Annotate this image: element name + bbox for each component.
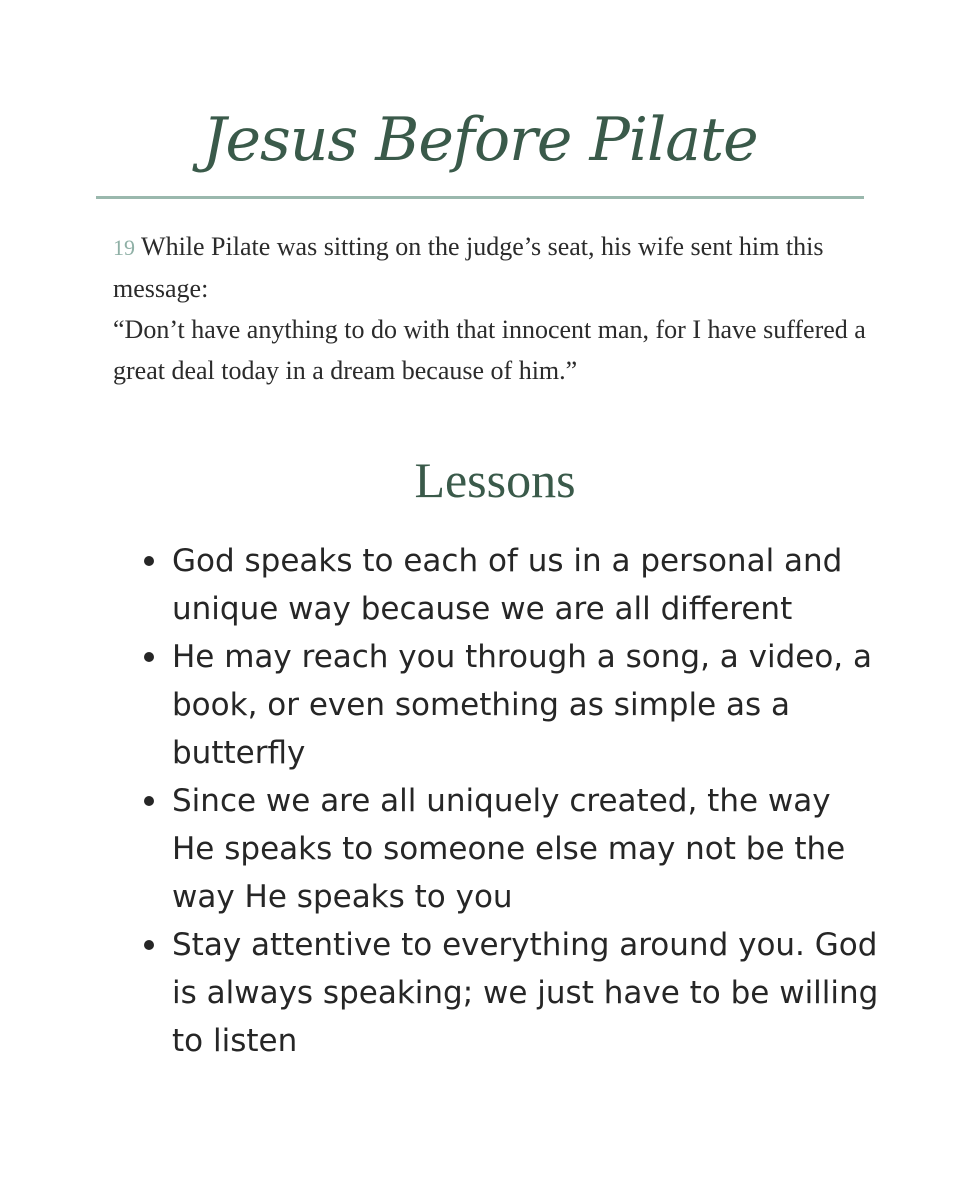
lesson-text: God speaks to each of us in a personal and unique way because we are all different bbox=[172, 543, 843, 627]
list-item bbox=[142, 633, 882, 777]
lesson-text: He may reach you through a song, a video, a book, or even something as simple as a butterfly bbox=[172, 639, 873, 771]
list-item bbox=[142, 777, 882, 921]
bullet-icon bbox=[144, 940, 154, 950]
list-item bbox=[142, 921, 882, 1065]
verse-number: 19 bbox=[113, 235, 135, 260]
title-divider bbox=[96, 196, 864, 199]
bullet-icon bbox=[144, 652, 154, 662]
bullet-icon bbox=[144, 796, 154, 806]
scripture-passage bbox=[113, 226, 883, 391]
verse-text-line-2: “Don’t have anything to do with that innocent man, for I have suffered a great deal today in a dream because of him.” bbox=[113, 315, 866, 385]
list-item bbox=[142, 537, 882, 633]
page-title: Jesus Before Pilate bbox=[202, 105, 758, 175]
lesson-text: Since we are all uniquely created, the way He speaks to someone else may not be the way He speaks to you bbox=[172, 783, 846, 915]
bullet-icon bbox=[144, 556, 154, 566]
lessons-heading: Lessons bbox=[414, 452, 576, 508]
lesson-text: Stay attentive to everything around you. God is always speaking; we just have to be willing to listen bbox=[172, 927, 879, 1059]
lessons-list bbox=[142, 537, 882, 1065]
verse-text-line-1: While Pilate was sitting on the judge’s seat, his wife sent him this message: bbox=[113, 232, 824, 303]
